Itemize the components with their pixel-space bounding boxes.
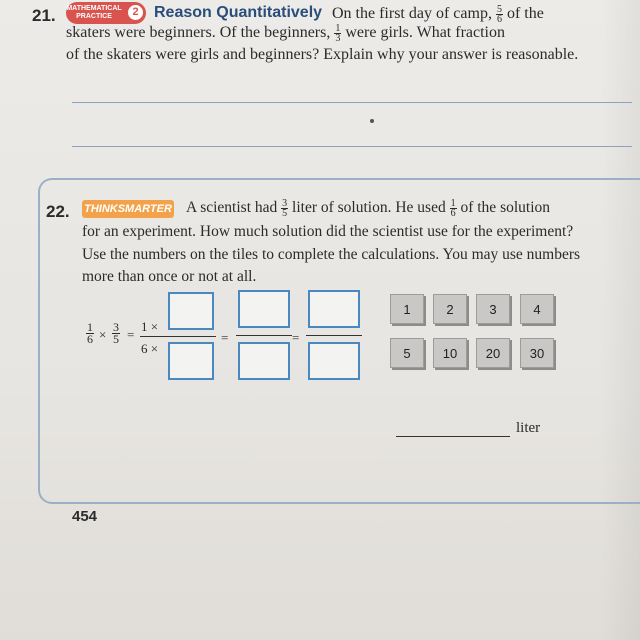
answer-box-denominator-2[interactable] [238, 342, 290, 380]
problem-21-line3: of the skaters were girls and beginners? Explain why your answer is reasonable. [66, 46, 579, 63]
fraction-one-third: $\frac{1}{3}$ [335, 23, 341, 44]
problem-21-line2 [66, 24, 505, 43]
problem-21-number: 21. [32, 6, 56, 25]
problem-21-line1-text: On the first day of camp, [332, 5, 492, 23]
math-practice-badge-top: MATHEMATICAL [66, 5, 122, 12]
think-smarter-badge: THINKSMARTER [82, 200, 174, 218]
math-practice-badge-bottom: PRACTICE [76, 13, 112, 20]
problem-22-line1 [186, 199, 550, 218]
answer-box-denominator-1[interactable] [168, 342, 214, 380]
problem-22-line1-end: of the solution [460, 199, 551, 217]
equals-sign-1: = [127, 327, 135, 342]
problem-21-line2-text: skaters were beginners. Of the beginners, [66, 24, 331, 42]
tile-5[interactable]: 5 [390, 338, 424, 368]
numerator-prefix: 1 × [141, 319, 159, 334]
fraction-bar-2 [236, 335, 292, 336]
equals-sign-3: = [292, 330, 300, 345]
problem-21-line1-end: of the [506, 5, 544, 23]
pencil-dot [370, 119, 374, 123]
math-practice-badge [66, 2, 146, 24]
tile-2[interactable]: 2 [433, 294, 467, 324]
answer-box-numerator-2[interactable] [238, 290, 290, 328]
problem-22-line4: more than once or not at all. [82, 268, 257, 285]
tile-30[interactable]: 30 [520, 338, 554, 368]
equation-factor-2: $\frac{3}{5}$ [113, 320, 119, 346]
answer-box-numerator-1[interactable] [168, 292, 214, 330]
denominator-prefix: 6 × [141, 341, 159, 356]
equation-factor-1: $\frac{1}{6}$ [87, 320, 93, 346]
problem-22-line1-text: A scientist had [186, 199, 278, 217]
fraction-one-sixth: $\frac{1}{6}$ [450, 198, 456, 219]
answer-box-numerator-3[interactable] [308, 290, 360, 328]
fraction-bar-3 [306, 335, 362, 336]
problem-22-line2: for an experiment. How much solution did the scientist use for the experiment? [82, 223, 574, 240]
answer-box-denominator-3[interactable] [308, 342, 360, 380]
fraction-five-sixths: $\frac{5}{6}$ [496, 4, 502, 25]
fraction-three-fifths: $\frac{3}{5}$ [282, 198, 288, 219]
math-practice-number: 2 [128, 5, 143, 20]
answer-line-2[interactable] [72, 146, 632, 147]
tile-20[interactable]: 20 [476, 338, 510, 368]
unit-liter: liter [516, 420, 541, 436]
times-sign: × [99, 327, 107, 342]
problem-22-line1-mid: liter of solution. He used [292, 199, 446, 217]
problem-21-line2-end: were girls. What fraction [345, 24, 505, 42]
problem-22-number: 22. [46, 202, 70, 221]
tile-1[interactable]: 1 [390, 294, 424, 324]
tile-3[interactable]: 3 [476, 294, 510, 324]
problem-22-line3: Use the numbers on the tiles to complete the calculations. You may use numbers [82, 246, 581, 263]
equals-sign-2: = [221, 330, 229, 345]
tile-4[interactable]: 4 [520, 294, 554, 324]
tile-10[interactable]: 10 [433, 338, 467, 368]
fraction-bar-1 [140, 336, 216, 337]
problem-21-line1 [332, 5, 544, 24]
problem-21-title: Reason Quantitatively [154, 4, 323, 21]
page-number: 454 [72, 508, 98, 525]
answer-line-liter[interactable] [396, 436, 510, 437]
answer-line-1[interactable] [72, 102, 632, 103]
